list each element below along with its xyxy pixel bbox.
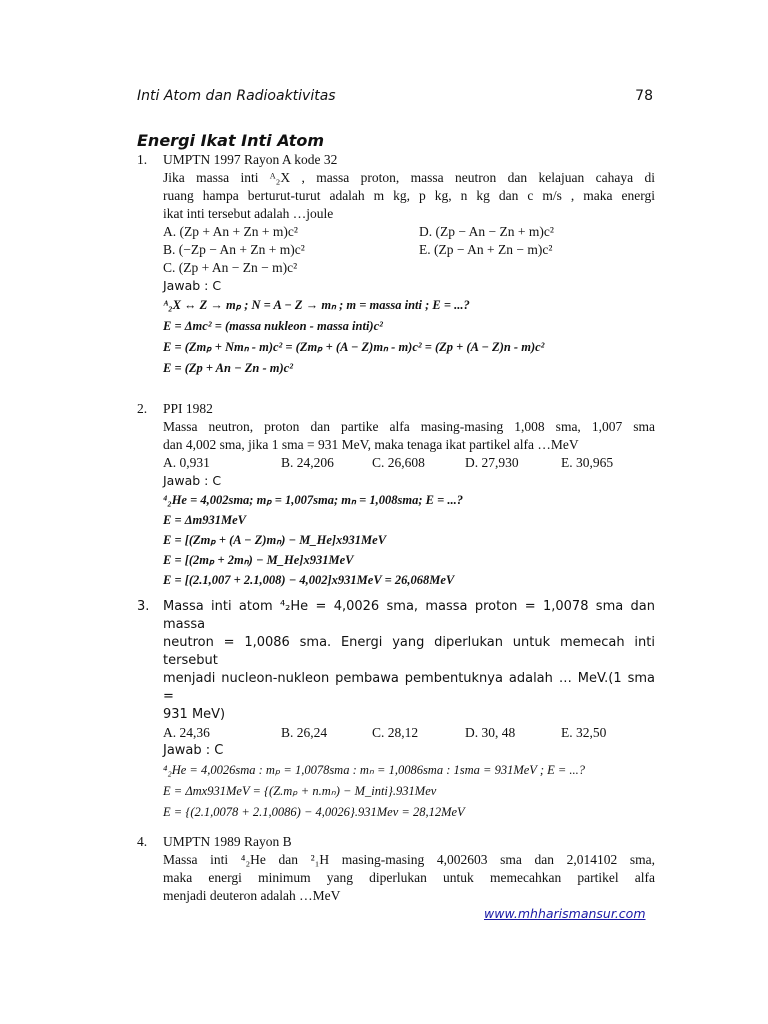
- solution-line: ᴬ₂X ↔ Z → mₚ ; N = A − Z → mₙ ; m = massa inti ; E = ...?: [163, 298, 470, 312]
- question-text-line: Massa inti ⁴₂He dan ²₁H masing-masing 4,002603 sma dan 2,014102 sma,: [163, 852, 655, 867]
- header-title: Inti Atom dan Radioaktivitas: [137, 88, 336, 104]
- solution-line: ⁴₂He = 4,0026sma : mₚ = 1,0078sma : mₙ = 1,0086sma : 1sma = 931MeV ; E = ...?: [163, 763, 586, 777]
- option-a: A. 0,931: [163, 455, 210, 470]
- question-source: PPI 1982: [163, 401, 213, 416]
- question-number: 4.: [137, 834, 148, 849]
- question-body: [163, 400, 655, 590]
- solution-line: ⁴₂He = 4,002sma; mₚ = 1,007sma; mₙ = 1,008sma; E = ...?: [163, 493, 463, 507]
- question-number: 2.: [137, 401, 148, 416]
- question-source: UMPTN 1997 Rayon A kode 32: [163, 152, 338, 167]
- option-c: C. (Zp + An − Zn − m)c²: [163, 260, 298, 275]
- question-body: [163, 151, 655, 379]
- option-e: E. 32,50: [561, 725, 607, 740]
- options-row: [163, 724, 655, 742]
- options-row: [163, 241, 655, 259]
- question-text-line: menjadi deuteron adalah …MeV: [163, 888, 341, 903]
- solution-line: E = [(Zmₚ + (A − Z)mₙ) − M_He]x931MeV: [163, 533, 387, 547]
- question-text-line: ikat inti tersebut adalah …joule: [163, 206, 334, 221]
- website-link[interactable]: www.mhharismansur.com: [484, 906, 646, 921]
- question-source: UMPTN 1989 Rayon B: [163, 834, 292, 849]
- option-a: A. (Zp + An + Zn + m)c²: [163, 224, 298, 239]
- question-text-line: Massa neutron, proton dan partike alfa masing-masing 1,008 sma, 1,007 sma: [163, 419, 655, 434]
- question-number: 3.: [137, 599, 150, 614]
- answer-label: Jawab : C: [163, 473, 222, 488]
- option-b: B. 26,24: [281, 725, 328, 740]
- question-text-line: Jika massa inti ᴬ₂X , massa proton, massa neutron dan kelajuan cahaya di: [163, 170, 655, 185]
- option-e: E. (Zp − An + Zn − m)c²: [419, 242, 553, 257]
- option-b: B. (−Zp − An + Zn + m)c²: [163, 242, 305, 257]
- question-text-line: ruang hampa berturut-turut adalah m kg, p kg, n kg dan c m/s , maka energi: [163, 188, 655, 203]
- options-row: [163, 223, 655, 241]
- page-number: 78: [635, 88, 653, 104]
- question-text-line: dan 4,002 sma, jika 1 sma = 931 MeV, maka tenaga ikat partikel alfa …MeV: [163, 437, 579, 452]
- solution-line: E = Δmc² = (massa nukleon - massa inti)c²: [163, 319, 383, 333]
- option-c: C. 28,12: [372, 725, 419, 740]
- solution-line: E = [(2.1,007 + 2.1,008) − 4,002]x931MeV = 26,068MeV: [163, 573, 455, 587]
- question-text-line: Massa inti atom ⁴₂He = 4,0026 sma, massa proton = 1,0078 sma dan massa: [163, 599, 655, 632]
- option-b: B. 24,206: [281, 455, 334, 470]
- option-c: C. 26,608: [372, 455, 425, 470]
- option-d: D. 30, 48: [465, 725, 516, 740]
- question-text-line: neutron = 1,0086 sma. Energi yang diperlukan untuk memecah inti tersebut: [163, 635, 655, 668]
- solution-line: E = (Zmₚ + Nmₙ - m)c² = (Zmₚ + (A − Z)mₙ - m)c² = (Zp + (A − Z)n - m)c²: [163, 340, 545, 354]
- question-text-line: menjadi nucleon-nukleon pembawa pembentuknya adalah … MeV.(1 sma =: [163, 671, 655, 704]
- solution-line: E = Δmx931MeV = {(Z.mₚ + n.mₙ) − M_inti}.931Mev: [163, 784, 437, 798]
- options-row: [163, 454, 655, 472]
- question-body: [163, 833, 655, 905]
- question-body: [163, 598, 655, 823]
- option-a: A. 24,36: [163, 725, 210, 740]
- question-text-line: 931 MeV): [163, 707, 226, 722]
- option-d: D. (Zp − An − Zn + m)c²: [419, 224, 554, 239]
- answer-label: Jawab : C: [163, 278, 222, 293]
- solution-line: E = (Zp + An − Zn - m)c²: [163, 361, 293, 375]
- option-d: D. 27,930: [465, 455, 519, 470]
- option-e: E. 30,965: [561, 455, 614, 470]
- question-text-line: maka energi minimum yang diperlukan untuk memecahkan partikel alfa: [163, 870, 655, 885]
- solution-line: E = Δm931MeV: [163, 513, 247, 527]
- answer-label: Jawab : C: [163, 743, 224, 758]
- solution-line: E = {(2.1,0078 + 2.1,0086) − 4,0026}.931Mev = 28,12MeV: [163, 805, 465, 819]
- solution-line: E = [(2mₚ + 2mₙ) − M_He]x931MeV: [163, 553, 354, 567]
- question-number: 1.: [137, 152, 148, 167]
- section-title: Energi Ikat Inti Atom: [137, 131, 325, 150]
